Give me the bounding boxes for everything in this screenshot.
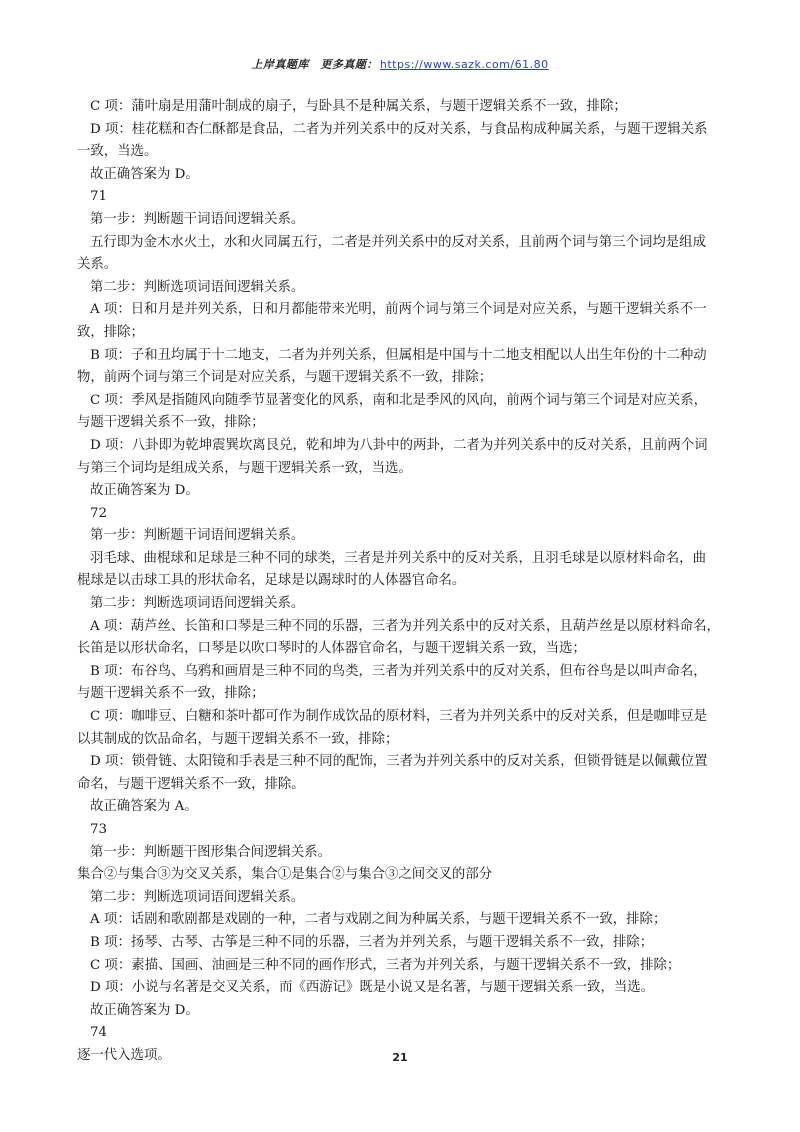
text-line: D 项：桂花糕和杏仁酥都是食品，二者为并列关系中的反对关系，与食品构成种属关系，与题干逻辑关系 — [90, 121, 708, 137]
text-line: B 项：布谷鸟、乌鸦和画眉是三种不同的鸟类，三者为并列关系中的反对关系，但布谷鸟是以叫声命名， — [90, 663, 707, 679]
text-line: 第二步：判断选项词语间逻辑关系。 — [90, 279, 305, 295]
text-line: 五行即为金木水火土，水和火同属五行，二者是并列关系中的反对关系，且前两个词与第三个词均是组成 — [90, 234, 706, 250]
text-line: 故正确答案为 D。 — [90, 166, 199, 182]
text-line: 第一步：判断题干词语间逻辑关系。 — [90, 528, 305, 544]
text-line: 故正确答案为 D。 — [90, 483, 199, 499]
text-line: 命名，与题干逻辑关系不一致，排除。 — [77, 776, 305, 792]
text-line: 关系。 — [77, 257, 118, 273]
text-line: 逐一代入选项。 — [77, 1047, 171, 1063]
text-line: 一致，当选。 — [77, 144, 158, 160]
text-line: D 项：八卦即为乾坤震巽坎离艮兑，乾和坤为八卦中的两卦，二者为并列关系中的反对关系，且前两个词 — [90, 437, 708, 453]
text-line: 74 — [90, 1025, 108, 1041]
header-label: 上岸真题库 更多真题： — [251, 58, 378, 71]
text-line: 以其制成的饮品命名，与题干逻辑关系不一致，排除； — [77, 731, 399, 747]
text-line: B 项：子和丑均属于十二地支，二者为并列关系，但属相是中国与十二地支相配以人出生年份的十二种动 — [90, 347, 707, 363]
text-line: 第一步：判断题干词语间逻辑关系。 — [90, 211, 305, 227]
text-line: 致，排除； — [77, 324, 144, 340]
text-line: 与题干逻辑关系不一致，排除； — [77, 686, 265, 702]
text-line: 集合②与集合③为交叉关系，集合①是集合②与集合③之间交叉的部分 — [77, 867, 493, 883]
text-line: 羽毛球、曲棍球和足球是三种不同的球类，三者是并列关系中的反对关系，且羽毛球是以原材料命名，曲 — [90, 550, 706, 566]
text-line: 第二步：判断选项词语间逻辑关系。 — [90, 889, 305, 905]
text-line: C 项：咖啡豆、白糖和茶叶都可作为制作成饮品的原材料，三者为并列关系中的反对关系，但是咖啡豆是 — [90, 709, 708, 725]
text-line: 第一步：判断题干图形集合间逻辑关系。 — [90, 844, 332, 860]
text-line: D 项：锁骨链、太阳镜和手表是三种不同的配饰，三者为并列关系中的反对关系，但锁骨链是以佩戴位置 — [90, 754, 708, 770]
text-line: C 项：季风是指随风向随季节显著变化的风系，南和北是季风的风向，前两个词与第三个词是对应关系， — [90, 392, 708, 408]
text-line: A 项：话剧和歌剧都是戏剧的一种，二者与戏剧之间为种属关系，与题干逻辑关系不一致，排除； — [90, 912, 667, 928]
text-line: A 项：日和月是并列关系，日和月都能带来光明，前两个词与第三个词是对应关系，与题干逻辑关系不一 — [90, 302, 707, 318]
text-line: 73 — [90, 822, 108, 837]
page-header — [0, 56, 800, 72]
header-link[interactable]: https://www.sazk.com/61.80 — [379, 58, 549, 71]
text-line: C 项：蒲叶扇是用蒲叶制成的扇子，与卧具不是种属关系，与题干逻辑关系不一致，排除； — [90, 99, 627, 114]
page-number: 21 — [392, 1051, 408, 1064]
text-line: 第二步：判断选项词语间逻辑关系。 — [90, 596, 305, 612]
text-line: C 项：素描、国画、油画是三种不同的画作形式，三者为并列关系，与题干逻辑关系不一致，排除； — [90, 957, 681, 973]
text-line: D 项：小说与名著是交叉关系，而《西游记》既是小说又是名著，与题干逻辑关系一致，当选。 — [90, 980, 655, 996]
text-line: 长笛是以形状命名，口琴是以吹口琴时的人体器官命名，与题干逻辑关系一致，当选； — [77, 641, 586, 657]
text-line: 与第三个词均是组成关系，与题干逻辑关系一致，当选。 — [77, 460, 412, 476]
document-body — [77, 96, 720, 1068]
text-line: 72 — [90, 505, 108, 521]
text-line: 故正确答案为 A。 — [90, 799, 198, 815]
text-line: A 项：葫芦丝、长笛和口琴是三种不同的乐器，三者为并列关系中的反对关系，且葫芦丝是以原材料命名， — [90, 618, 720, 634]
text-line: 与题干逻辑关系不一致，排除； — [77, 415, 265, 431]
text-line: 故正确答案为 D。 — [90, 1002, 199, 1018]
text-line: B 项：扬琴、古琴、古筝是三种不同的乐器，三者为并列关系，与题干逻辑关系不一致，排除； — [90, 934, 654, 950]
text-line: 71 — [90, 189, 108, 205]
text-line: 棍球是以击球工具的形状命名，足球是以踢球时的人体器官命名。 — [77, 573, 466, 589]
text-line: 物，前两个词与第三个词是对应关系，与题干逻辑关系不一致，排除； — [77, 370, 493, 386]
